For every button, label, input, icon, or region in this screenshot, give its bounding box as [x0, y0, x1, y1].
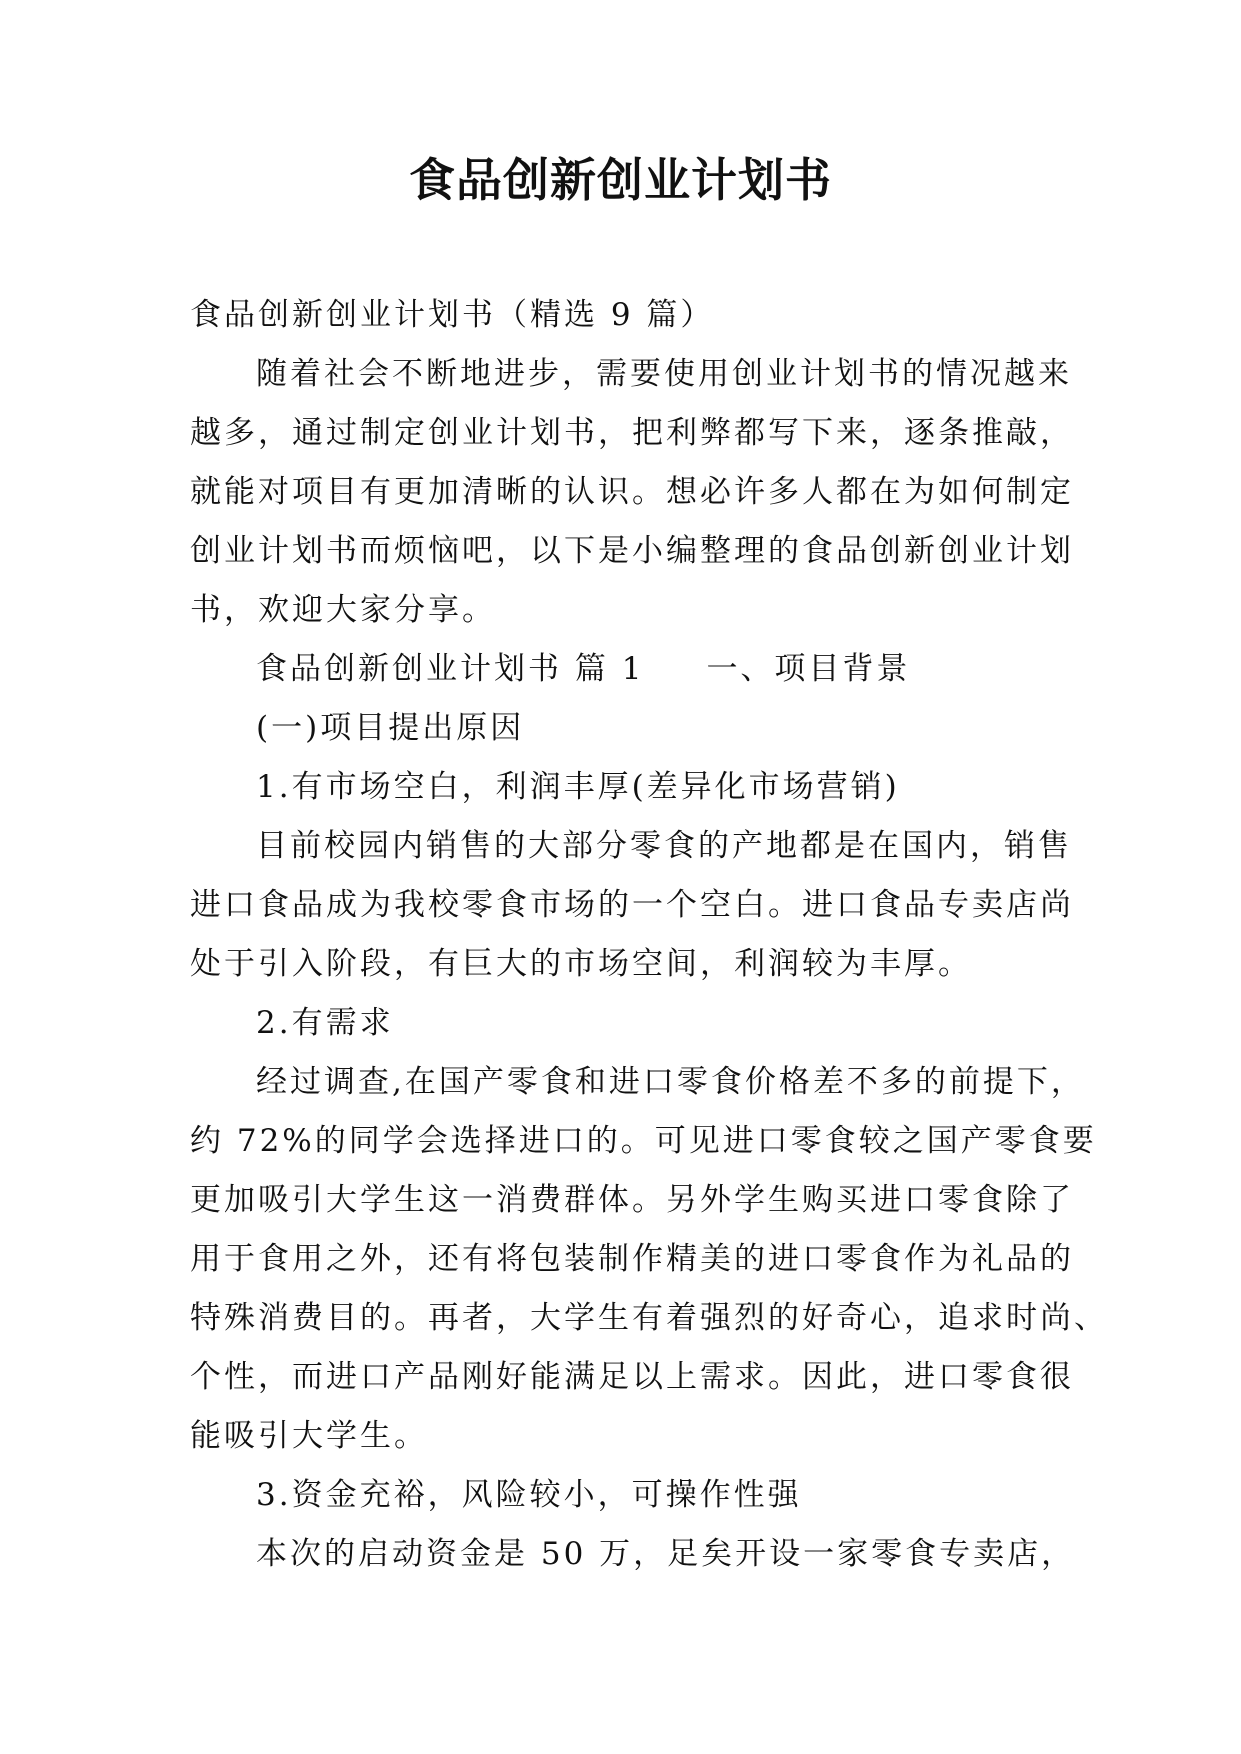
- subsection-heading: (一)项目提出原因: [256, 710, 525, 746]
- point-heading: 2.有需求: [256, 1005, 394, 1041]
- text-line: 经过调查,在国产零食和进口零食价格差不多的前提下，: [256, 1064, 1085, 1100]
- market-gap-paragraph: [190, 817, 1074, 994]
- document-title: 食品创新创业计划书: [409, 153, 832, 207]
- text-line: 用于食用之外，还有将包装制作精美的进口零食作为礼品的: [190, 1241, 1074, 1277]
- text-line: 更加吸引大学生这一消费群体。另外学生购买进口零食除了: [190, 1182, 1074, 1218]
- document-subtitle: 食品创新创业计划书（精选 9 篇）: [190, 297, 715, 333]
- text-line: 书，欢迎大家分享。: [190, 592, 496, 628]
- intro-paragraph: [190, 345, 1074, 640]
- text-line: 本次的启动资金是 50 万，足矣开设一家零食专卖店，: [256, 1536, 1076, 1572]
- text-line: 处于引入阶段，有巨大的市场空间，利润较为丰厚。: [190, 946, 972, 982]
- text-line: 能吸引大学生。: [190, 1418, 428, 1454]
- section-heading-line: [190, 640, 1060, 699]
- text-line: 随着社会不断地进步，需要使用创业计划书的情况越来: [256, 356, 1072, 392]
- text-line: 约 72%的同学会选择进口的。可见进口零食较之国产零食要: [190, 1123, 1097, 1159]
- text-line: 个性，而进口产品刚好能满足以上需求。因此，进口零食很: [190, 1359, 1074, 1395]
- text-line: 就能对项目有更加清晰的认识。想必许多人都在为如何制定: [190, 474, 1074, 510]
- text-line: 越多，通过制定创业计划书，把利弊都写下来，逐条推敲，: [190, 415, 1074, 451]
- point-heading: 3.资金充裕，风险较小，可操作性强: [256, 1477, 802, 1513]
- text-line: 特殊消费目的。再者，大学生有着强烈的好奇心，追求时尚、: [190, 1300, 1108, 1336]
- text-line: 目前校园内销售的大部分零食的产地都是在国内，销售: [256, 828, 1072, 864]
- demand-paragraph: [190, 1053, 1108, 1466]
- text-line: 创业计划书而烦恼吧，以下是小编整理的食品创新创业计划: [190, 533, 1074, 569]
- text-line: 进口食品成为我校零食市场的一个空白。进口食品专卖店尚: [190, 887, 1074, 923]
- document-body: [190, 286, 1108, 1584]
- article-heading: 食品创新创业计划书 篇 1: [256, 651, 645, 687]
- section-heading: 一、项目背景: [706, 651, 911, 687]
- point-heading: 1.有市场空白，利润丰厚(差异化市场营销): [256, 769, 900, 805]
